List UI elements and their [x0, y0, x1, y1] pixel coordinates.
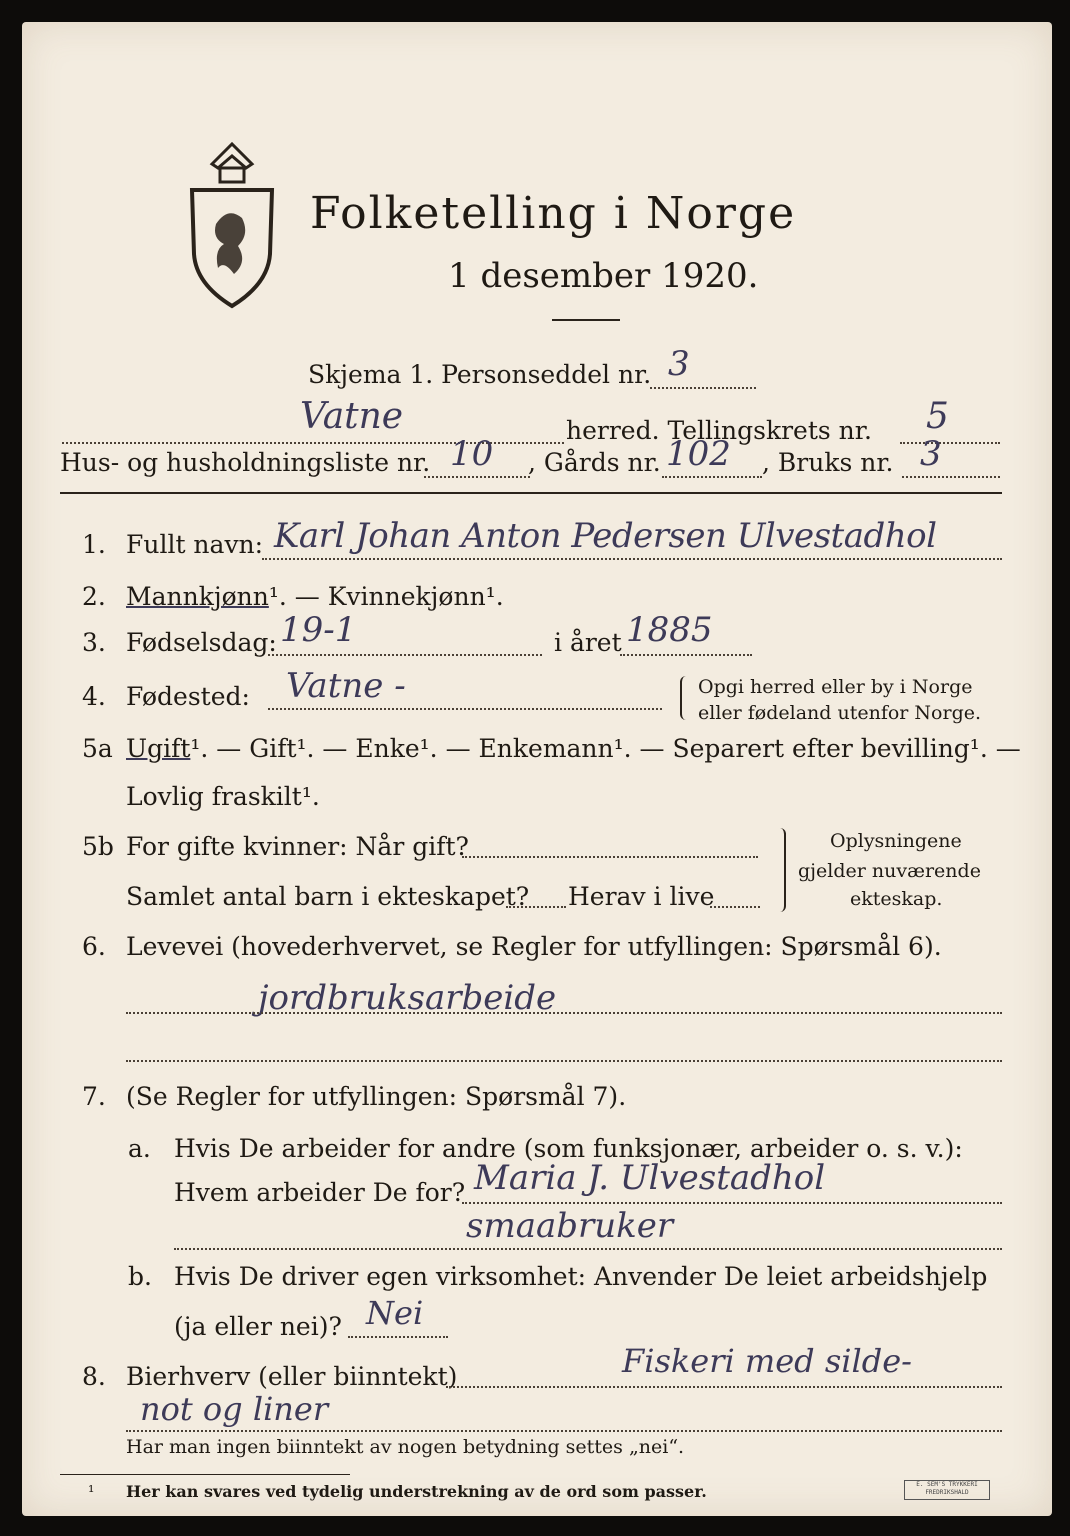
q8-label: Bierhverv (eller biinntekt) — [126, 1362, 458, 1391]
q5a-ugift-option[interactable]: Ugift — [126, 734, 191, 763]
form-title: Folketelling i Norge — [310, 188, 797, 239]
schema-label: Skjema 1. Personseddel nr. — [308, 360, 652, 389]
footnote-divider — [60, 1474, 350, 1475]
q5b-note-1: Oplysningene — [830, 830, 962, 852]
gards-line — [662, 476, 762, 478]
q6-number: 6. — [82, 932, 106, 961]
q6-label: Levevei (hovederhvervet, se Regler for utfyllingen: Spørsmål 6). — [126, 932, 942, 961]
gards-nr[interactable]: 102 — [666, 434, 731, 474]
q3-day-line — [268, 654, 542, 656]
q5b-barn-line — [506, 906, 566, 908]
q5b-label-1: For gifte kvinner: Når gift? — [126, 832, 469, 861]
personseddel-nr[interactable]: 3 — [668, 344, 690, 384]
q7a-employer-note[interactable]: smaabruker — [466, 1206, 674, 1246]
herred-label: herred. Tellingskrets nr. — [566, 416, 872, 445]
q1-label: Fullt navn: — [126, 530, 264, 559]
herred-name[interactable]: Vatne — [300, 396, 404, 437]
q1-full-name[interactable]: Karl Johan Anton Pedersen Ulvestadhol — [274, 516, 937, 556]
footnote-mark: ¹ — [88, 1482, 95, 1501]
q3-birth-year[interactable]: 1885 — [626, 610, 713, 650]
q2-number: 2. — [82, 582, 106, 611]
q5b-number: 5b — [82, 832, 114, 861]
q7b-label: Hvis De driver egen virksomhet: Anvender De leiet arbeidshjelp — [174, 1262, 988, 1291]
hus-line — [424, 476, 530, 478]
personseddel-line — [650, 387, 756, 389]
q5b-label-3: Herav i live — [568, 882, 715, 911]
q8-side-income-1[interactable]: Fiskeri med silde- — [622, 1342, 912, 1380]
bruks-nr[interactable]: 3 — [920, 434, 942, 474]
q2-gender — [126, 582, 504, 611]
q2-separator: ¹. — — [268, 582, 328, 611]
q8-side-income-2[interactable]: not og liner — [140, 1390, 329, 1428]
gards-label: , Gårds nr. — [528, 448, 661, 477]
q6-occupation[interactable]: jordbruksarbeide — [258, 978, 557, 1018]
tellingskrets-nr[interactable]: 5 — [926, 396, 949, 437]
q4-birthplace[interactable]: Vatne - — [286, 666, 406, 706]
q5b-gift-line — [462, 856, 758, 858]
q3-year-line — [620, 654, 752, 656]
q2-female-option[interactable]: Kvinnekjønn¹. — [327, 582, 504, 611]
q7a-line-1 — [462, 1202, 1002, 1204]
q5b-live-line — [710, 906, 760, 908]
q4-note-2: eller fødeland utenfor Norge. — [698, 702, 982, 724]
q4-line — [268, 708, 662, 710]
q3-birthday[interactable]: 19-1 — [280, 610, 357, 650]
q7-number: 7. — [82, 1082, 106, 1111]
q8-note: Har man ingen biinntekt av nogen betydning settes „nei“. — [126, 1436, 685, 1458]
q7b-letter: b. — [128, 1262, 152, 1291]
q5b-note-2: gjelder nuværende — [798, 860, 981, 882]
q8-line-1 — [446, 1386, 1002, 1388]
q5a-other-options[interactable]: ¹. — Gift¹. — Enke¹. — Enkemann¹. — Separert efter bevilling¹. — — [190, 734, 1021, 763]
q7a-label: Hvis De arbeider for andre (som funksjonær, arbeider o. s. v.): — [174, 1134, 963, 1163]
q5a-number: 5a — [82, 734, 113, 763]
q6-line-1 — [126, 1012, 1002, 1014]
q7-label: (Se Regler for utfyllingen: Spørsmål 7). — [126, 1082, 627, 1111]
q7a-label-2: Hvem arbeider De for? — [174, 1178, 466, 1207]
q5b-note-3: ekteskap. — [850, 888, 943, 910]
coat-of-arms-icon — [182, 134, 282, 314]
q6-line-2 — [126, 1060, 1002, 1062]
q3-label: Fødselsdag: — [126, 628, 277, 657]
q7a-line-2 — [174, 1248, 1002, 1250]
bruks-line — [902, 476, 1000, 478]
hus-label: Hus- og husholdningsliste nr. — [60, 448, 431, 477]
q5b-brace — [776, 828, 786, 912]
q8-number: 8. — [82, 1362, 106, 1391]
q4-note-1: Opgi herred eller by i Norge — [698, 676, 973, 698]
census-form — [22, 22, 1052, 1516]
q4-label: Fødested: — [126, 682, 250, 711]
q5b-label-2: Samlet antal barn i ekteskapet? — [126, 882, 530, 911]
census-date: 1 desember 1920. — [448, 256, 759, 296]
q8-line-2 — [126, 1430, 1002, 1432]
q1-line — [262, 558, 1002, 560]
q5a-line-2[interactable]: Lovlig fraskilt¹. — [126, 782, 320, 811]
q7b-line — [348, 1336, 448, 1338]
q7b-label-2: (ja eller nei)? — [174, 1312, 342, 1341]
q5a-marital — [126, 734, 1021, 763]
q7a-employer[interactable]: Maria J. Ulvestadhol — [474, 1158, 826, 1198]
q3-year-label: i året — [554, 628, 622, 657]
title-divider — [552, 319, 620, 321]
tellingskrets-line — [900, 442, 1000, 444]
q4-number: 4. — [82, 682, 106, 711]
hus-nr[interactable]: 10 — [450, 434, 494, 474]
q3-number: 3. — [82, 628, 106, 657]
q2-male-option[interactable]: Mannkjønn — [126, 582, 269, 611]
printer-stamp: E. SEM'S TRYKKERI FREDRIKSHALD — [904, 1480, 990, 1500]
q7b-answer[interactable]: Nei — [366, 1294, 424, 1332]
footnote-text: Her kan svares ved tydelig understrekning av de ord som passer. — [126, 1482, 707, 1501]
bruks-label: , Bruks nr. — [762, 448, 894, 477]
header-divider — [60, 492, 1002, 494]
q1-number: 1. — [82, 530, 106, 559]
q4-brace — [680, 676, 690, 720]
q7a-letter: a. — [128, 1134, 151, 1163]
